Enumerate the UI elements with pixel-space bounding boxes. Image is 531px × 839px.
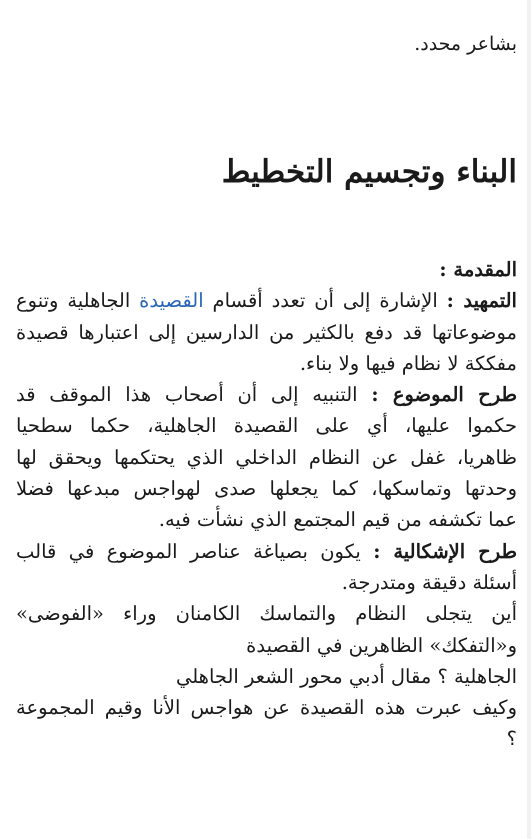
problem-line-1 [16, 536, 517, 567]
problem-line-7: ؟ [506, 727, 517, 751]
previous-section-end: بشاعر محدد. [414, 33, 517, 55]
topic-line-2: حكموا عليها، أي على القصيدة الجاهلية، حكما سطحيا [16, 414, 517, 438]
tamheed-line-3: مفككة لا نظام فيها ولا بناء. [299, 351, 517, 375]
qasida-link[interactable]: القصيدة [139, 289, 204, 313]
section-heading: البناء وتجسيم التخطيط [221, 154, 517, 190]
body-text [16, 254, 517, 755]
tamheed-text-1: الإشارة إلى أن تعدد أقسام [203, 289, 447, 313]
tamheed-line-2: موضوعاتها قد دفع بالكثير من الدارسين إلى اعتبارها قصيدة [16, 320, 517, 344]
problem-text-1: يكون بصياغة عناصر الموضوع في قالب [16, 539, 374, 563]
problem-line-3: أين يتجلى النظام والتماسك الكامنان وراء «الفوضى» [16, 602, 517, 626]
topic-label: طرح الموضوع : [371, 383, 517, 407]
intro-label: المقدمة : [439, 258, 517, 281]
topic-line-3: ظاهريا، غفل عن النظام الداخلي الذي يحتكمها ويحقق لها [16, 445, 517, 469]
topic-line-5: عما تكشفه من قيم المجتمع الذي نشأت فيه. [158, 508, 517, 532]
problem-line-4: و«التفكك» الظاهرين في القصيدة [246, 633, 517, 657]
problem-line-2: أسئلة دقيقة ومتدرجة. [341, 570, 517, 594]
tamheed-line-1 [16, 285, 517, 316]
topic-line-4: وحدتها وتماسكها، كما يجعلها صدى لهواجس مبدعها فضلا [16, 477, 517, 501]
problem-label: طرح الإشكالية : [373, 539, 517, 563]
page-edge-shadow [527, 0, 531, 839]
topic-text-1: التنبيه إلى أن أصحاب هذا الموقف قد [16, 383, 372, 407]
topic-line-1 [16, 379, 517, 410]
tamheed-text-2: الجاهلية وتنوع [16, 289, 140, 313]
tamheed-label: التمهيد : [446, 289, 517, 313]
problem-line-6: وكيف عبرت هذه القصيدة عن هواجس الأنا وقيم المجموعة [16, 696, 517, 720]
problem-line-5: الجاهلية ؟ مقال أدبي محور الشعر الجاهلي [175, 664, 517, 688]
